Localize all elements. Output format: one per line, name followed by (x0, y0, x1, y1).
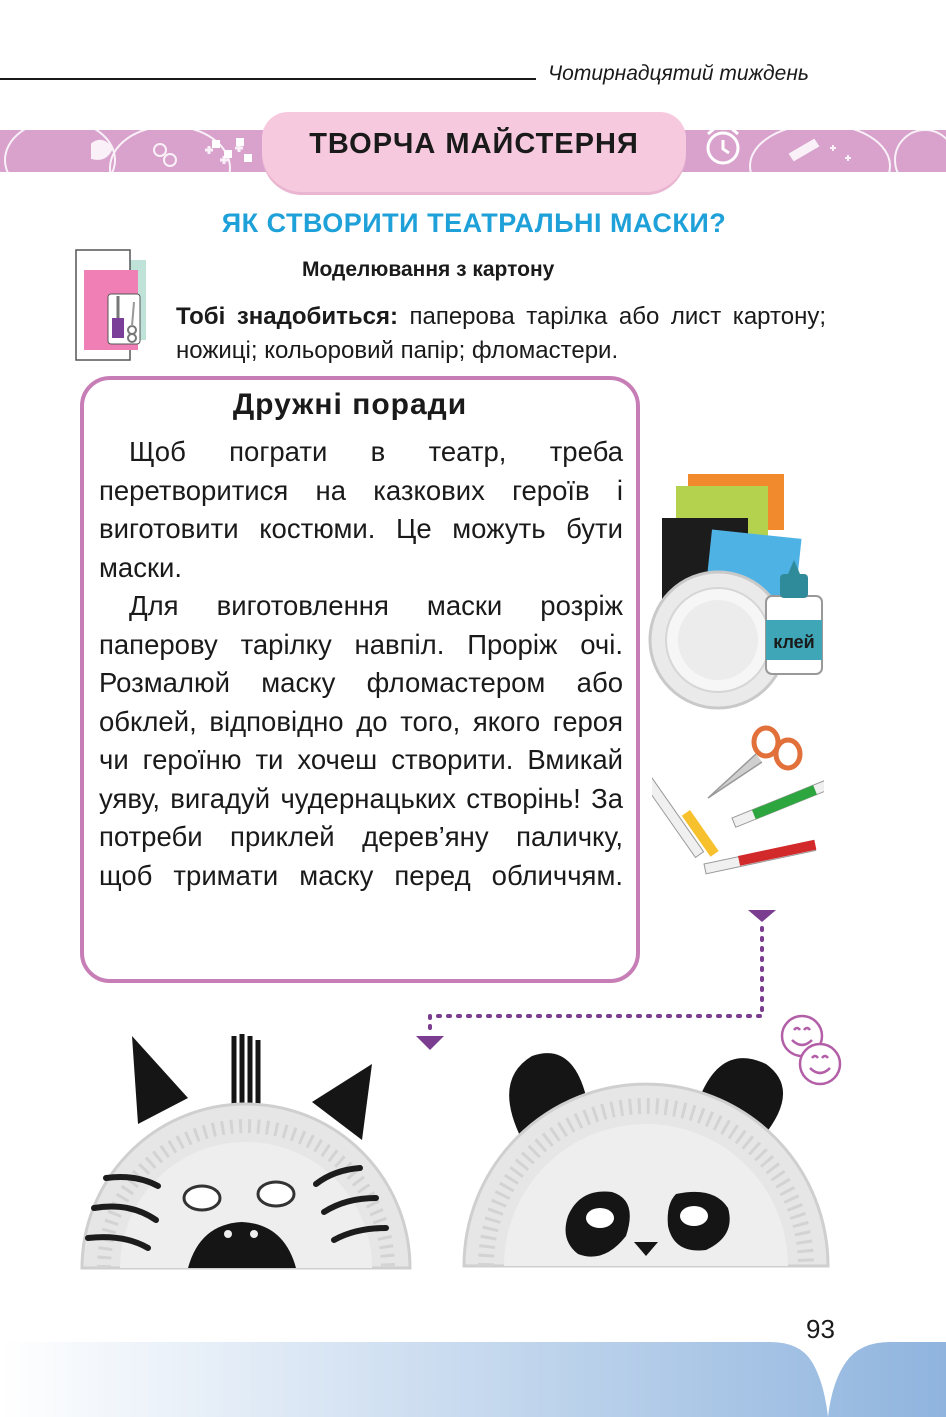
tips-paragraph-2: Для виготовлення маски розріж паперову тарілку навпіл. Проріж очі. Розмалюй маску фломастером або обклей, відповідно до того, якого героя чи героїню ти хочеш створити. Вмикай уяву, вигадуй чудернацьких створінь! За потреби приклей дерев’яну паличку, щоб тримати маску перед обличчям. (99, 590, 623, 891)
glue-label: клей (773, 632, 815, 652)
page-number: 93 (806, 1314, 835, 1344)
marker-icon (652, 778, 719, 857)
alarm-clock-icon (698, 120, 748, 170)
craft-materials-icon (74, 248, 154, 366)
materials-list (176, 300, 826, 368)
header-rule (0, 78, 536, 80)
banner-title: ТВОРЧА МАЙСТЕРНЯ (309, 128, 639, 160)
tips-heading: Дружні поради (232, 388, 468, 421)
materials-illustration (648, 470, 828, 720)
tips-paragraph-1: Щоб пограти в театр, треба перетворитися на казкових героїв і виготовити костюми. Це можуть бути маски. (99, 436, 623, 583)
lesson-subtitle: Моделювання з картону (302, 258, 555, 281)
tips-text (99, 433, 623, 895)
lesson-title: ЯК СТВОРИТИ ТЕАТРАЛЬНІ МАСКИ? (221, 208, 727, 238)
leaf-icon (204, 130, 264, 180)
bottom-decorative-band (0, 1342, 946, 1417)
scissors-icon (708, 728, 800, 798)
zebra-mask-image (80, 1028, 414, 1272)
dotted-arrow (412, 896, 792, 1056)
panda-mask-image (462, 1040, 832, 1270)
scissors-and-markers (652, 718, 824, 888)
materials-text: паперова тарілка або лист картону; ножиці; кольоровий папір; фломастери. (176, 303, 826, 364)
materials-label: Тобі знадобиться: (176, 303, 398, 330)
week-label: Чотирнадцятий тиждень (548, 62, 809, 85)
